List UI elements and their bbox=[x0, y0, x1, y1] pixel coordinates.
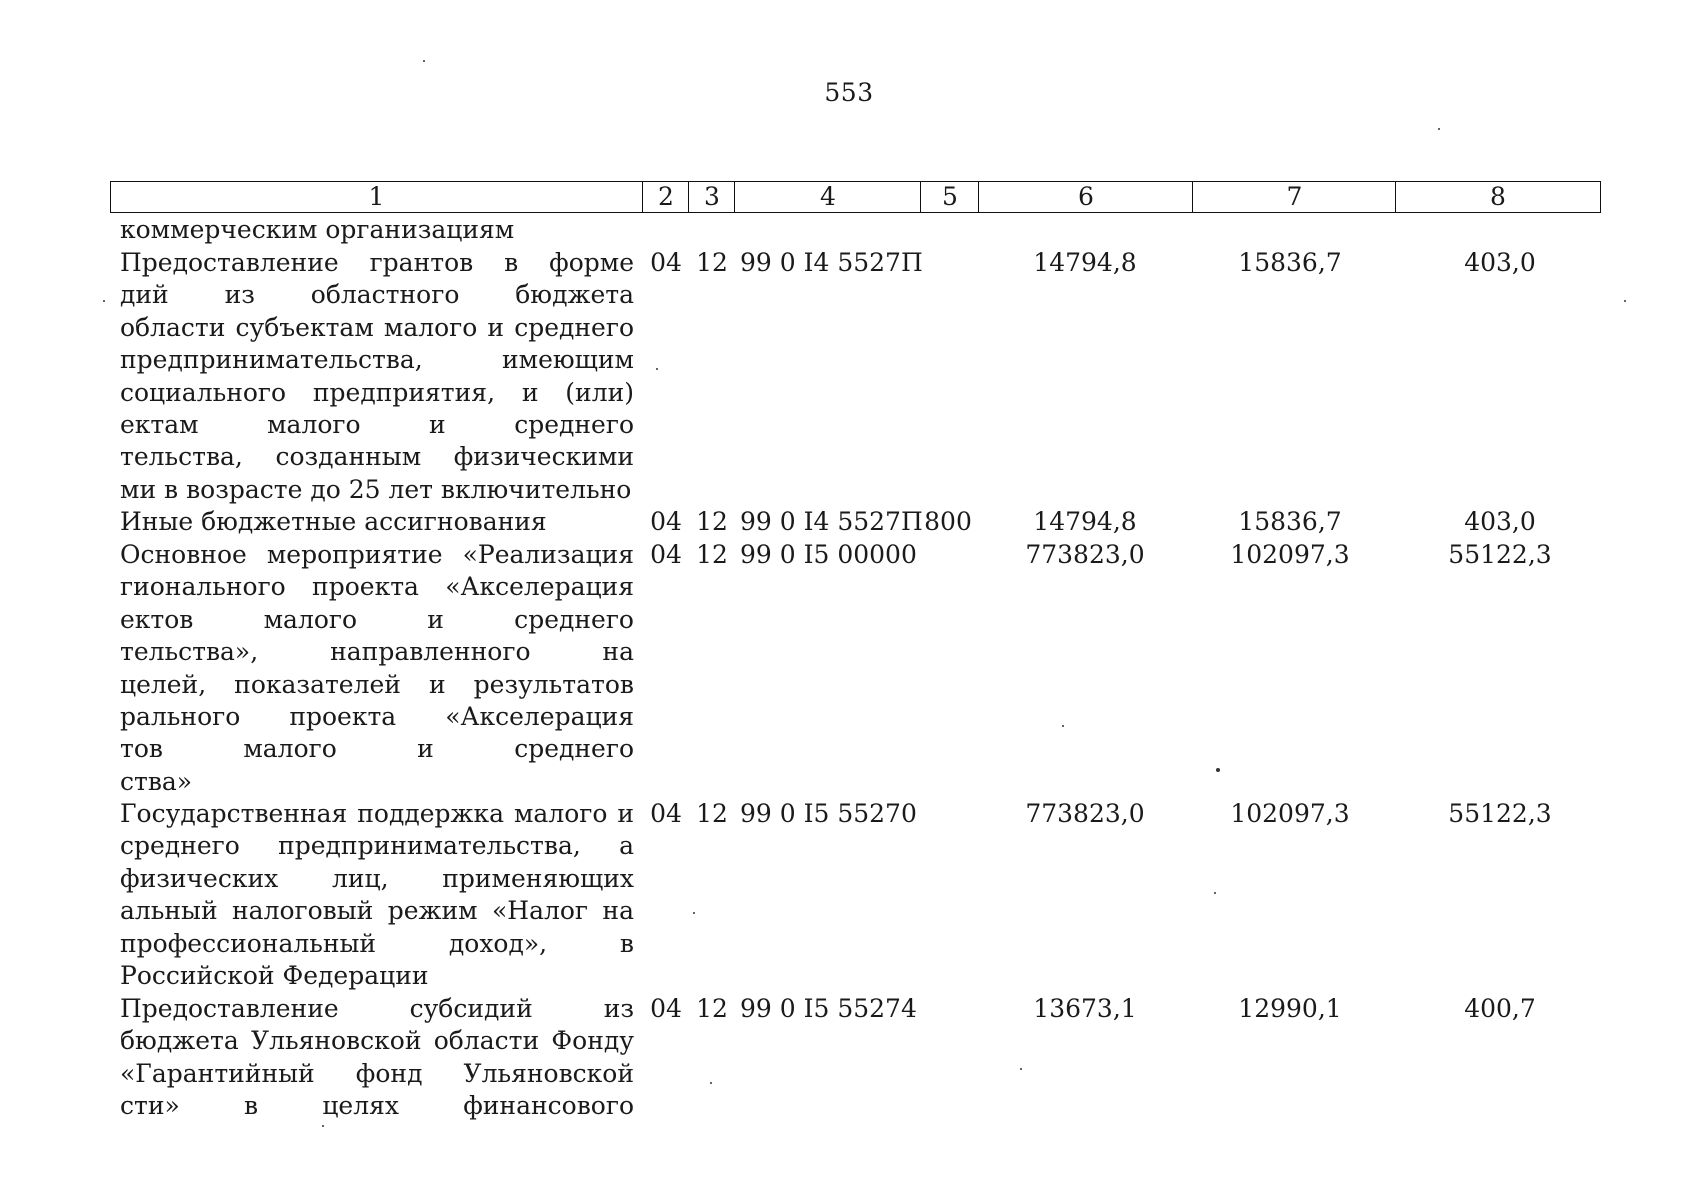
cell-subsection: 12 bbox=[696, 248, 728, 277]
cell-amount-7: 102097,3 bbox=[1230, 540, 1350, 569]
cell-target-code: 99 0 I4 5527П bbox=[740, 248, 923, 277]
cell-target-code: 99 0 I4 5527П bbox=[740, 507, 923, 536]
cell-amount-6: 773823,0 bbox=[1025, 540, 1145, 569]
description-line: Предоставление грантов в форме bbox=[120, 248, 634, 277]
cell-section: 04 bbox=[650, 507, 682, 536]
cell-amount-8: 400,7 bbox=[1464, 994, 1536, 1023]
cell-target-code: 99 0 I5 55274 bbox=[740, 994, 917, 1023]
scan-speck bbox=[1438, 128, 1440, 130]
description-line: Предоставление субсидий из bbox=[120, 994, 634, 1023]
description-line: тельства, созданным физическими bbox=[120, 442, 634, 472]
description-line: ектам малого и среднего bbox=[120, 409, 634, 439]
cell-amount-6: 773823,0 bbox=[1025, 799, 1145, 828]
cell-section: 04 bbox=[650, 248, 682, 277]
description-line: области субъектам малого и среднего bbox=[120, 312, 634, 342]
description-line: тельства», направленного на bbox=[120, 637, 634, 667]
cell-amount-8: 55122,3 bbox=[1448, 799, 1552, 828]
scan-speck bbox=[423, 60, 425, 62]
description-line: сти» в целях финансового bbox=[120, 1091, 634, 1121]
cell-amount-7: 15836,7 bbox=[1238, 248, 1342, 277]
column-header-row bbox=[110, 181, 1601, 213]
description-line: рального проекта «Акселерация bbox=[120, 701, 634, 731]
cell-amount-8: 403,0 bbox=[1464, 507, 1536, 536]
cell-target-code: 99 0 I5 00000 bbox=[740, 540, 917, 569]
scan-speck bbox=[710, 1082, 712, 1084]
cell-subsection: 12 bbox=[696, 507, 728, 536]
column-header-3: 3 bbox=[688, 182, 735, 212]
description-line: «Гарантийный фонд Ульяновской bbox=[120, 1058, 634, 1088]
scan-speck bbox=[1020, 1068, 1022, 1070]
description-line: бюджета Ульяновской области Фонду bbox=[120, 1026, 634, 1056]
cell-subsection: 12 bbox=[696, 994, 728, 1023]
scan-speck bbox=[103, 300, 105, 302]
scan-speck bbox=[322, 1125, 324, 1127]
page-number: 553 bbox=[824, 78, 874, 107]
column-header-2: 2 bbox=[642, 182, 689, 212]
cell-amount-7: 15836,7 bbox=[1238, 507, 1342, 536]
scan-speck bbox=[1062, 725, 1064, 727]
cell-amount-8: 55122,3 bbox=[1448, 540, 1552, 569]
row-description bbox=[120, 798, 634, 992]
description-line: физических лиц, применяющих bbox=[120, 863, 634, 893]
column-header-8: 8 bbox=[1395, 182, 1600, 212]
description-line: среднего предпринимательства, а bbox=[120, 831, 634, 861]
row-description bbox=[120, 506, 634, 538]
cell-expense-type: 800 bbox=[924, 507, 972, 536]
cell-amount-6: 14794,8 bbox=[1033, 507, 1137, 536]
description-line: целей, показателей и результатов bbox=[120, 669, 634, 699]
description-line: тов малого и среднего bbox=[120, 734, 634, 764]
column-header-6: 6 bbox=[978, 182, 1193, 212]
scan-speck bbox=[693, 912, 695, 914]
column-header-7: 7 bbox=[1192, 182, 1396, 212]
cell-section: 04 bbox=[650, 799, 682, 828]
cell-amount-6: 13673,1 bbox=[1033, 994, 1137, 1023]
scan-speck bbox=[1214, 892, 1216, 894]
cell-subsection: 12 bbox=[696, 799, 728, 828]
column-header-1: 1 bbox=[368, 182, 385, 211]
description-line: предпринимательства, имеющим bbox=[120, 345, 634, 375]
column-header-5: 5 bbox=[920, 182, 979, 212]
description-line: профессиональный доход», в bbox=[120, 928, 634, 958]
cell-amount-7: 12990,1 bbox=[1238, 994, 1342, 1023]
cell-target-code: 99 0 I5 55270 bbox=[740, 799, 917, 828]
cell-amount-8: 403,0 bbox=[1464, 248, 1536, 277]
cell-amount-7: 102097,3 bbox=[1230, 799, 1350, 828]
description-line: коммерческим организациям bbox=[120, 215, 515, 244]
description-line: альный налоговый режим «Налог на bbox=[120, 896, 634, 926]
scan-speck bbox=[1216, 768, 1220, 772]
description-line: дий из областного бюджета bbox=[120, 280, 634, 310]
description-line: Основное мероприятие «Реализация bbox=[120, 540, 634, 569]
cell-section: 04 bbox=[650, 994, 682, 1023]
cell-section: 04 bbox=[650, 540, 682, 569]
description-line: гионального проекта «Акселерация bbox=[120, 572, 634, 602]
scan-speck bbox=[656, 368, 658, 370]
scan-speck bbox=[1624, 300, 1626, 302]
column-header-4: 4 bbox=[734, 182, 921, 212]
cell-amount-6: 14794,8 bbox=[1033, 248, 1137, 277]
description-line: социального предприятия, и (или) bbox=[120, 377, 634, 407]
row-description bbox=[120, 214, 634, 246]
description-line: Российской Федерации bbox=[120, 960, 429, 990]
cell-subsection: 12 bbox=[696, 540, 728, 569]
description-line: Иные бюджетные ассигнования bbox=[120, 507, 547, 536]
description-line: Государственная поддержка малого и bbox=[120, 799, 634, 828]
description-line: ми в возрасте до 25 лет включительно bbox=[120, 474, 632, 504]
row-description bbox=[120, 247, 634, 506]
description-line: ства» bbox=[120, 766, 193, 796]
description-line: ектов малого и среднего bbox=[120, 604, 634, 634]
row-description bbox=[120, 539, 634, 798]
row-description bbox=[120, 993, 634, 1123]
